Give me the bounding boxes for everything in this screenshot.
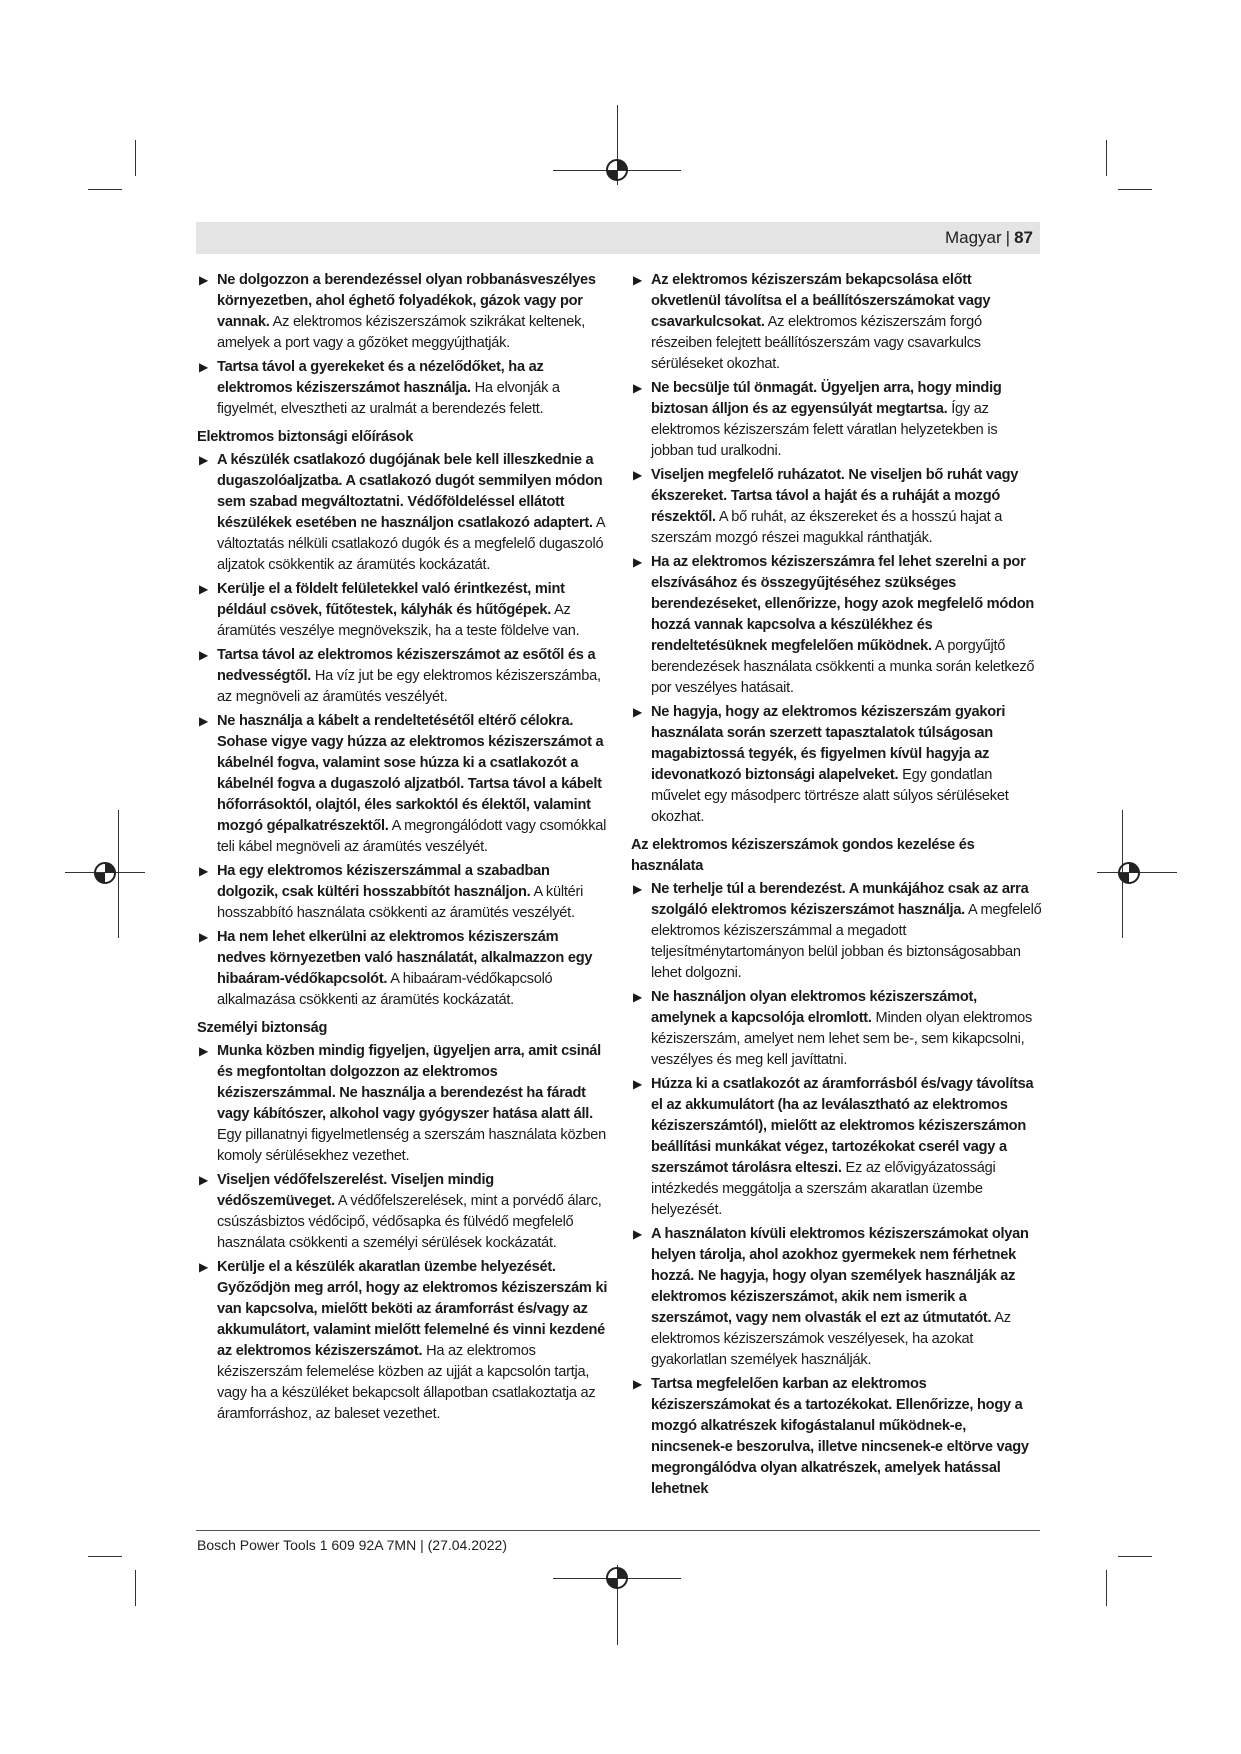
safety-item-bold: Tartsa megfelelően karban az elektromos kéziszerszámokat és a tartozékokat. Ellenőrizze, hogy a mozgó alkatrészek kifogástalanul működnek-e, nincsenek-e beszorulva, illetve nincsenek-e eltörve vagy megrongálódva olyan alkatrészek, amelyek hatással lehetnek bbox=[651, 1376, 1029, 1497]
crop-mark bbox=[88, 189, 122, 190]
safety-item-bold: Ne dolgozzon a berendezéssel olyan robbanásveszélyes környezetben, ahol éghető folyadékok, gázok vagy por vannak. bbox=[217, 272, 596, 330]
safety-item-text: Az elektromos kéziszerszám forgó részeiben felejtett beállítószerszám vagy csavarkulcs sérüléseket okozhat. bbox=[651, 314, 982, 372]
safety-item bbox=[631, 702, 1043, 828]
crop-mark bbox=[1118, 189, 1152, 190]
safety-item bbox=[631, 378, 1043, 462]
crop-mark bbox=[1118, 1556, 1152, 1557]
header-band bbox=[196, 222, 1040, 254]
safety-item bbox=[631, 1374, 1043, 1500]
registration-mark-icon bbox=[602, 1563, 632, 1593]
safety-item bbox=[197, 270, 609, 354]
bullet-triangle-icon: ▶ bbox=[199, 714, 208, 728]
section-heading: Elektromos biztonsági előírások bbox=[197, 429, 414, 445]
safety-item-bold: Ha nem lehet elkerülni az elektromos kéziszerszám nedves környezetben való használatát, alkalmazzon egy hibaáram-védőkapcsolót. bbox=[217, 929, 593, 987]
page-header bbox=[945, 228, 1033, 248]
safety-item-bold: Ha egy elektromos kéziszerszámmal a szabadban dolgozik, csak kültéri hosszabbítót használjon. bbox=[217, 863, 550, 900]
safety-item bbox=[631, 1224, 1043, 1371]
bullet-triangle-icon: ▶ bbox=[199, 864, 208, 878]
safety-item-text: Ha elvonják a figyelmét, elvesztheti az uralmát a berendezés felett. bbox=[217, 380, 560, 417]
safety-item bbox=[631, 270, 1043, 375]
safety-item-bold: Viseljen megfelelő ruházatot. Ne viseljen bő ruhát vagy ékszereket. Tartsa távol a haját és a ruháját a mozgó részektől. bbox=[651, 467, 1019, 525]
safety-item-text: Ha az elektromos kéziszerszám felemelése közben az ujját a kapcsolón tartja, vagy ha a készüléket bekapcsolt állapotban csatlakoztatja az áramforráshoz, az baleset vezethet. bbox=[217, 1343, 596, 1422]
crop-mark bbox=[135, 140, 136, 176]
footer-text: Bosch Power Tools 1 609 92A 7MN | (27.04.2022) bbox=[197, 1537, 508, 1553]
safety-item-text: Az elektromos kéziszerszámok veszélyesek, ha azokat gyakorlatlan személyek használják. bbox=[651, 1310, 1011, 1368]
safety-item bbox=[197, 861, 609, 924]
bullet-triangle-icon: ▶ bbox=[633, 1077, 642, 1091]
safety-item-bold: Kerülje el a földelt felületekkel való érintkezést, mint például csövek, fűtőtestek, kályhák és hűtőgépek. bbox=[217, 581, 565, 618]
bullet-triangle-icon: ▶ bbox=[199, 930, 208, 944]
bullet-triangle-icon: ▶ bbox=[633, 705, 642, 719]
bullet-triangle-icon: ▶ bbox=[633, 555, 642, 569]
safety-item-bold: Húzza ki a csatlakozót az áramforrásból és/vagy távolítsa el az akkumulátort (ha az leválasztható az elektromos kéziszerszámtól), mielőtt az elektromos kéziszerszámon beállítási munkákat végez, tartozékokat cserél vagy a szerszámot tárolásra elteszi. bbox=[651, 1076, 1034, 1176]
bullet-triangle-icon: ▶ bbox=[199, 582, 208, 596]
bullet-triangle-icon: ▶ bbox=[199, 360, 208, 374]
safety-item-bold: Tartsa távol a gyerekeket és a nézelődőket, ha az elektromos kéziszerszámot használja. bbox=[217, 359, 544, 396]
safety-item-text: Ha víz jut be egy elektromos kéziszerszámba, az megnöveli az áramütés veszélyét. bbox=[217, 668, 601, 705]
bullet-triangle-icon: ▶ bbox=[199, 648, 208, 662]
safety-item-text: A megrongálódott vagy csomókkal teli kábel megnöveli az áramütés veszélyét. bbox=[217, 818, 607, 855]
safety-item bbox=[197, 711, 609, 858]
safety-item-bold: Tartsa távol az elektromos kéziszerszámot az esőtől és a nedvességtől. bbox=[217, 647, 596, 684]
registration-mark-icon bbox=[602, 155, 632, 185]
crop-mark bbox=[1106, 140, 1107, 176]
safety-item bbox=[631, 1074, 1043, 1221]
safety-item bbox=[197, 579, 609, 642]
safety-item bbox=[197, 1170, 609, 1254]
safety-item-text: A változtatás nélküli csatlakozó dugók és a megfelelő dugaszoló aljzatok csökkentik az áramütés kockázatát. bbox=[217, 515, 605, 573]
safety-item bbox=[197, 1041, 609, 1167]
bullet-triangle-icon: ▶ bbox=[199, 273, 208, 287]
safety-item-text: A porgyűjtő berendezések használata csökkenti a munka során keletkező por veszélyes hatásait. bbox=[651, 638, 1035, 696]
safety-item-text: Ez az elővigyázatossági intézkedés meggátolja a szerszám akaratlan üzembe helyezését. bbox=[651, 1160, 996, 1218]
left-column bbox=[197, 270, 609, 1428]
safety-item-text: Egy gondatlan művelet egy másodperc törtrésze alatt súlyos sérüléseket okozhat. bbox=[651, 767, 1009, 825]
safety-item-bold: Munka közben mindig figyeljen, ügyeljen arra, amit csinál és megfontoltan dolgozzon az elektromos kéziszerszámmal. Ne használja a berendezést ha fáradt vagy kábítószer, alkohol vagy gyógyszer hatása alatt áll. bbox=[217, 1043, 601, 1122]
safety-item-bold: A használaton kívüli elektromos kéziszerszámokat olyan helyen tárolja, ahol azokhoz gyermekek nem férhetnek hozzá. Ne hagyja, hogy olyan személyek használják az elektromos kéziszerszámot, akik nem ismerik a szerszámot, vagy nem olvasták el ezt az útmutatót. bbox=[651, 1226, 1029, 1326]
header-separator: | bbox=[1005, 228, 1011, 247]
safety-item-text: Minden olyan elektromos kéziszerszám, amelyet nem lehet sem be-, sem kikapcsolni, veszélyes és meg kell javíttatni. bbox=[651, 1010, 1033, 1068]
bullet-triangle-icon: ▶ bbox=[633, 273, 642, 287]
bullet-triangle-icon: ▶ bbox=[633, 882, 642, 896]
bullet-triangle-icon: ▶ bbox=[633, 468, 642, 482]
safety-item-text: A bő ruhát, az ékszereket és a hosszú hajat a szerszám mozgó részei magukkal ránthatják. bbox=[651, 509, 1003, 546]
safety-item-text: A hibaáram-védőkapcsoló alkalmazása csökkenti az áramütés kockázatát. bbox=[217, 971, 553, 1008]
safety-item-text: A megfelelő elektromos kéziszerszámmal a megadott teljesítménytartományon belül jobban és biztonságosabban lehet dolgozni. bbox=[651, 902, 1042, 981]
safety-item-bold: A készülék csatlakozó dugójának bele kell illeszkednie a dugaszolóaljzatba. A csatlakozó dugót semmilyen módon sem szabad megváltoztatni. Védőföldeléssel ellátott készülékek esetében ne használjon csatlakozó adaptert. bbox=[217, 452, 603, 531]
bullet-triangle-icon: ▶ bbox=[633, 381, 642, 395]
safety-item-bold: Viseljen védőfelszerelést. Viseljen mindig védőszemüveget. bbox=[217, 1172, 494, 1209]
safety-item-bold: Ne hagyja, hogy az elektromos kéziszerszám gyakori használata során szerzett tapasztalatok túlságosan magabiztossá tegyék, és figyelmen kívül hagyja az idevonatkozó biztonsági alapelveket. bbox=[651, 704, 1006, 783]
bullet-triangle-icon: ▶ bbox=[199, 1260, 208, 1274]
safety-item bbox=[197, 357, 609, 420]
crop-mark bbox=[1106, 1570, 1107, 1606]
safety-item bbox=[631, 552, 1043, 699]
bullet-triangle-icon: ▶ bbox=[199, 1044, 208, 1058]
bullet-triangle-icon: ▶ bbox=[633, 1377, 642, 1391]
bullet-triangle-icon: ▶ bbox=[199, 1173, 208, 1187]
safety-item bbox=[631, 465, 1043, 549]
bullet-triangle-icon: ▶ bbox=[633, 1227, 642, 1241]
safety-item bbox=[631, 879, 1043, 984]
section-heading: Az elektromos kéziszerszámok gondos kezelése és használata bbox=[631, 837, 975, 874]
safety-item-text: A kültéri hosszabbító használata csökkenti az áramütés veszélyét. bbox=[217, 884, 584, 921]
footer-divider bbox=[196, 1530, 1040, 1531]
safety-item bbox=[197, 450, 609, 576]
safety-item-bold: Kerülje el a készülék akaratlan üzembe helyezését. Győződjön meg arról, hogy az elektromos kéziszerszám ki van kapcsolva, mielőtt beköti az áramforrást és/vagy az akkumulátort, valamint mielőtt felemelné és vinni kezdené az elektromos kéziszerszámot. bbox=[217, 1259, 608, 1359]
registration-mark-icon bbox=[90, 858, 120, 888]
page-number: 87 bbox=[1014, 228, 1033, 247]
registration-mark-icon bbox=[1114, 858, 1144, 888]
bullet-triangle-icon: ▶ bbox=[633, 990, 642, 1004]
safety-item bbox=[631, 987, 1043, 1071]
safety-item-text: A védőfelszerelések, mint a porvédő álarc, csúszásbiztos védőcipő, védősapka és fülvédő megfelelő használata csökkenti a személyi sérülések kockázatát. bbox=[217, 1193, 602, 1251]
safety-item bbox=[197, 645, 609, 708]
safety-item-bold: Az elektromos kéziszerszám bekapcsolása előtt okvetlenül távolítsa el a beállítószerszámokat vagy csavarkulcsokat. bbox=[651, 272, 991, 330]
safety-item-text: Egy pillanatnyi figyelmetlenség a szerszám használata közben komoly sérülésekhez vezethet. bbox=[217, 1127, 606, 1164]
crop-mark bbox=[135, 1570, 136, 1606]
safety-item-bold: Ne becsülje túl önmagát. Ügyeljen arra, hogy mindig biztosan álljon és az egyensúlyát megtartsa. bbox=[651, 380, 1002, 417]
section-heading: Személyi biztonság bbox=[197, 1020, 328, 1036]
safety-item-text: Így az elektromos kéziszerszám felett váratlan helyzetekben is jobban tud uralkodni. bbox=[651, 401, 998, 459]
bullet-triangle-icon: ▶ bbox=[199, 453, 208, 467]
safety-item-bold: Ne használja a kábelt a rendeltetésétől eltérő célokra. Sohase vigye vagy húzza az elektromos kéziszerszámot a kábelnél fogva, valamint sose húzza ki a csatlakozót a kábelnél fogva a dugaszoló aljzatból. Tartsa távol a kábelt hőforrásoktól, olajtól, éles sarkoktól és élektől, valamint mozgó gépalkatrészektől. bbox=[217, 713, 604, 834]
header-language: Magyar bbox=[944, 228, 1002, 247]
safety-item-text: Az elektromos kéziszerszámok szikrákat keltenek, amelyek a port vagy a gőzöket meggyújthatják. bbox=[217, 314, 586, 351]
safety-item bbox=[197, 927, 609, 1011]
safety-item-bold: Ha az elektromos kéziszerszámra fel lehet szerelni a por elszívásához és összegyűjtéséhez szükséges berendezéseket, ellenőrizze, hogy azok megfelelő módon hozzá vannak kapcsolva a készülékhez és rendeltetésüknek megfelelően működnek. bbox=[651, 554, 1035, 654]
safety-item-text: Az áramütés veszélye megnövekszik, ha a teste földelve van. bbox=[217, 602, 580, 639]
safety-item bbox=[197, 1257, 609, 1425]
right-column bbox=[631, 270, 1043, 1503]
crop-mark bbox=[88, 1556, 122, 1557]
safety-item-bold: Ne használjon olyan elektromos kéziszerszámot, amelynek a kapcsolója elromlott. bbox=[651, 989, 977, 1026]
safety-item-bold: Ne terhelje túl a berendezést. A munkájához csak az arra szolgáló elektromos kéziszerszámot használja. bbox=[651, 881, 1029, 918]
